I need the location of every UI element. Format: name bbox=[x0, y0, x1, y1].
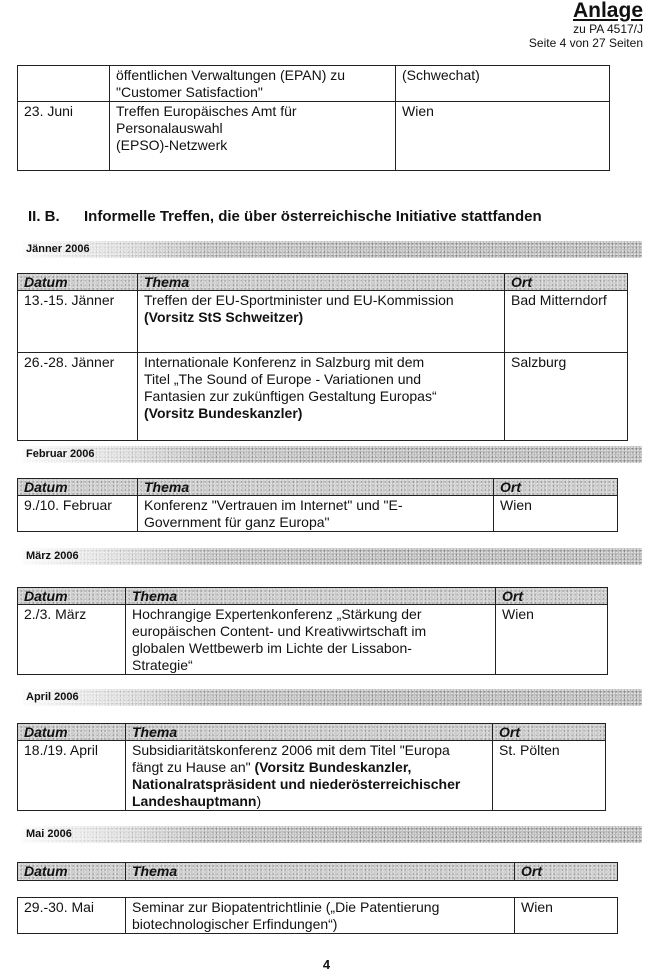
thema-text: Treffen der EU-Sportminister und EU-Kommission bbox=[144, 292, 454, 308]
column-header-thema: Thema bbox=[126, 588, 496, 605]
table-header-row bbox=[18, 863, 618, 881]
table-row bbox=[18, 353, 628, 441]
thema-chair: (Vorsitz Bundeskanzler) bbox=[144, 405, 303, 421]
month-header-april: April 2006 bbox=[22, 689, 642, 706]
ort-cell: Salzburg bbox=[505, 353, 628, 441]
month-header-jaenner: Jänner 2006 bbox=[22, 241, 642, 258]
thema-cell bbox=[110, 66, 396, 102]
ort-cell: Wien bbox=[515, 898, 618, 934]
page-number: 4 bbox=[322, 957, 331, 972]
table-mai bbox=[17, 897, 618, 934]
reference-number: zu PA 4517/J bbox=[573, 22, 643, 36]
page-info: Seite 4 von 27 Seiten bbox=[528, 36, 643, 50]
attachment-title: Anlage bbox=[572, 0, 643, 22]
table-header-row bbox=[18, 479, 618, 496]
thema-cell bbox=[126, 605, 496, 675]
thema-text: Seminar zur Biopatentrichtlinie („Die Patentierung biotechnologischer Erfindungen“) bbox=[132, 899, 440, 932]
thema-cell bbox=[138, 496, 494, 532]
column-header-thema: Thema bbox=[126, 863, 515, 881]
column-header-datum: Datum bbox=[18, 274, 138, 291]
table-row bbox=[18, 102, 610, 171]
column-header-ort: Ort bbox=[496, 588, 608, 605]
column-header-ort: Ort bbox=[515, 863, 618, 881]
ort-cell: Bad Mitterndorf bbox=[505, 291, 628, 353]
column-header-thema: Thema bbox=[138, 274, 505, 291]
thema-line: (EPSO)-Netzwerk bbox=[116, 137, 228, 153]
table-row bbox=[18, 898, 618, 934]
ort-cell: (Schwechat) bbox=[396, 66, 610, 102]
column-header-ort: Ort bbox=[494, 479, 618, 496]
thema-chair: (Vorsitz Bundeskanzler, Nationalratspräsident und niederösterreichischer Landeshauptmann bbox=[132, 759, 461, 809]
thema-text: Hochrangige Expertenkonferenz „Stärkung der europäischen Content- und Kreativwirtschaft im globalen Wettbewerb im Lichte der Lissabon-Strategie“ bbox=[132, 606, 427, 673]
thema-line: "Customer Satisfaction" bbox=[116, 84, 263, 100]
datum-cell bbox=[18, 66, 110, 102]
thema-chair: (Vorsitz StS Schweitzer) bbox=[144, 309, 304, 325]
column-header-thema: Thema bbox=[126, 724, 493, 741]
ort-cell: St. Pölten bbox=[493, 741, 606, 811]
datum-cell: 9./10. Februar bbox=[18, 496, 138, 532]
table-row bbox=[18, 291, 628, 353]
ort-cell: Wien bbox=[396, 102, 610, 171]
ort-cell: Wien bbox=[496, 605, 608, 675]
table-header-row bbox=[18, 274, 628, 291]
table-row bbox=[18, 66, 610, 102]
thema-cell bbox=[110, 102, 396, 171]
thema-cell bbox=[138, 291, 505, 353]
thema-text: Internationale Konferenz in Salzburg mit dem Titel „The Sound of Europe - Variationen und Fantasien zur zukünftigen Gestaltung Europas“ bbox=[144, 354, 437, 404]
thema-cell bbox=[126, 741, 493, 811]
thema-cell bbox=[126, 898, 515, 934]
table-mai-header bbox=[17, 862, 618, 881]
month-header-februar: Februar 2006 bbox=[22, 446, 642, 463]
thema-line: Personalauswahl bbox=[116, 120, 223, 136]
section-heading bbox=[28, 208, 542, 225]
continued-table bbox=[17, 65, 610, 171]
table-header-row bbox=[18, 724, 606, 741]
thema-text: Konferenz "Vertrauen im Internet" und "E-Government für ganz Europa" bbox=[144, 497, 403, 530]
column-header-datum: Datum bbox=[18, 588, 126, 605]
document-header bbox=[529, 0, 643, 50]
thema-text-tail: ) bbox=[256, 793, 262, 809]
table-maerz bbox=[17, 587, 608, 675]
thema-text: Subsidiaritätskonferenz 2006 mit dem Titel "Europa fängt zu Hause an" bbox=[132, 742, 450, 775]
thema-cell bbox=[138, 353, 505, 441]
datum-cell: 23. Juni bbox=[18, 102, 110, 171]
column-header-datum: Datum bbox=[18, 863, 126, 881]
column-header-ort: Ort bbox=[505, 274, 628, 291]
table-jaenner bbox=[17, 273, 628, 441]
datum-cell: 13.-15. Jänner bbox=[18, 291, 138, 353]
section-title: Informelle Treffen, die über österreichische Initiative stattfanden bbox=[84, 208, 542, 225]
table-row bbox=[18, 496, 618, 532]
section-number: II. B. bbox=[28, 208, 60, 225]
table-header-row bbox=[18, 588, 608, 605]
table-april bbox=[17, 723, 606, 811]
column-header-datum: Datum bbox=[18, 479, 138, 496]
column-header-datum: Datum bbox=[18, 724, 126, 741]
datum-cell: 18./19. April bbox=[18, 741, 126, 811]
table-row bbox=[18, 605, 608, 675]
month-header-mai: Mai 2006 bbox=[22, 826, 642, 843]
month-header-maerz: März 2006 bbox=[22, 548, 642, 565]
datum-cell: 29.-30. Mai bbox=[18, 898, 126, 934]
thema-line: öffentlichen Verwaltungen (EPAN) zu bbox=[116, 67, 346, 83]
column-header-thema: Thema bbox=[138, 479, 494, 496]
datum-cell: 26.-28. Jänner bbox=[18, 353, 138, 441]
table-row bbox=[18, 741, 606, 811]
table-februar bbox=[17, 478, 618, 532]
column-header-ort: Ort bbox=[493, 724, 606, 741]
thema-line: Treffen Europäisches Amt für bbox=[116, 103, 297, 119]
ort-cell: Wien bbox=[494, 496, 618, 532]
datum-cell: 2./3. März bbox=[18, 605, 126, 675]
